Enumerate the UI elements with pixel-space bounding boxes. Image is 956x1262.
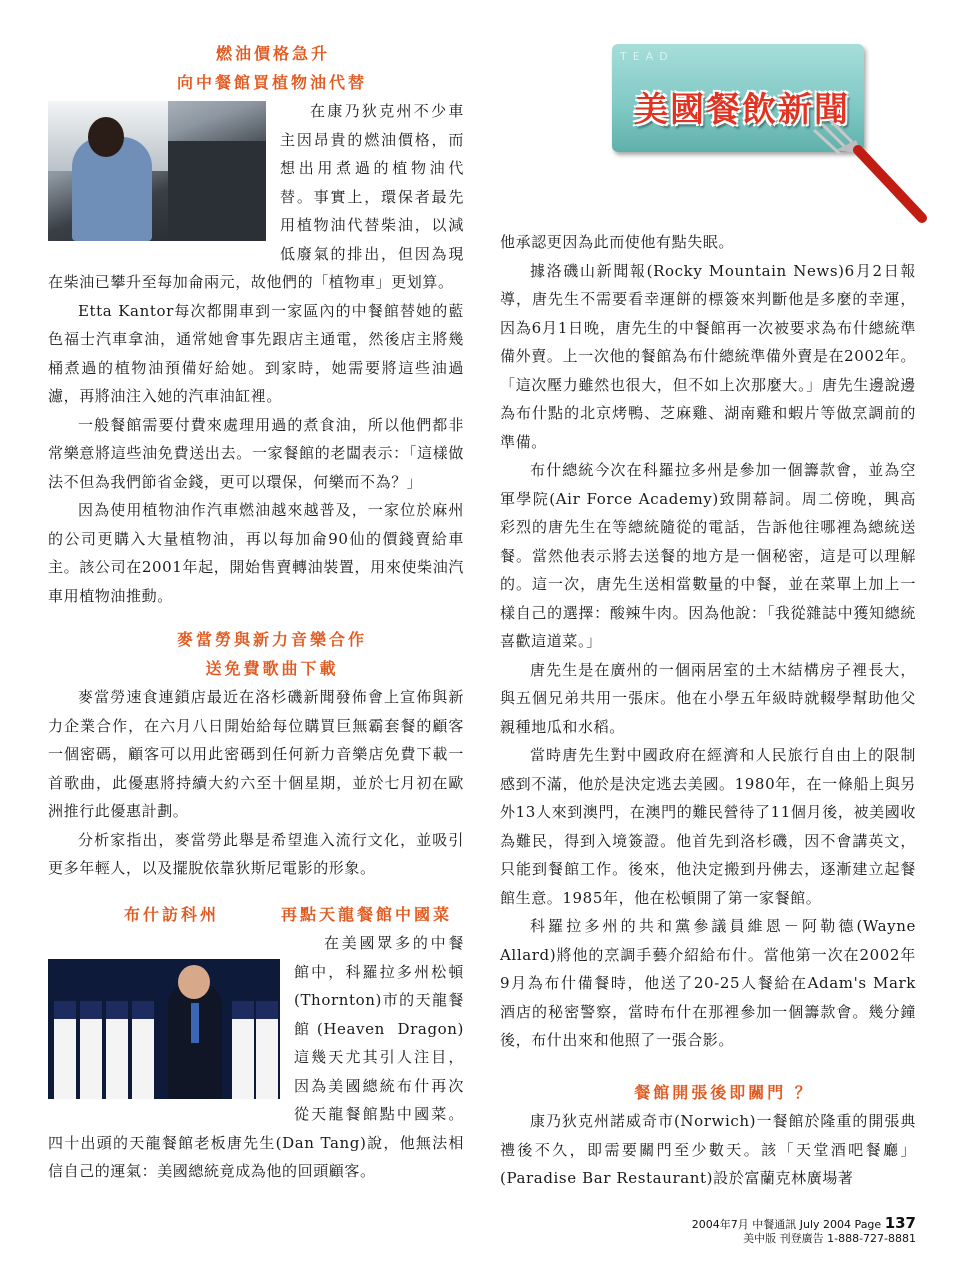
article-bush-p1: 在美國眾多的中餐館中，科羅拉多州松頓(Thornton)市的天龍餐館(Heaven Dragon)這幾天尤其引人注目，因為美國總統布什再次從天龍餐館點中國菜。四十出頭的天龍餐館老板唐先生(Dan Tang)說，他無法相信自己的運氣：美國總統竟成為他的回頭顧客。: [48, 934, 464, 1180]
article-bush-cont-p4: 當時唐先生對中國政府在經濟和人民旅行自由上的限制感到不滿，他於是決定逃去美國。1980年，在一條船上與另外13人來到澳門，在澳門的難民營待了11個月後，被美國收為難民，得到入境簽證。他首先到洛杉磯，因不會講英文，只能到餐館工作。後來，他決定搬到丹佛去，逐漸建立起餐館生意。1985年，他在松頓開了第一家餐館。: [500, 746, 916, 907]
right-column: [500, 228, 916, 1193]
headline-mcdonalds-a: 麥當勞與新力音樂合作: [176, 630, 367, 649]
headline-bush: 布什訪科州 再點天龍餐館中國菜: [123, 904, 453, 924]
banner-title: 美國餐飲新聞: [634, 90, 850, 130]
page-number: 137: [884, 1214, 916, 1232]
footer-ad-line: 美中版 刊登廣告 1-888-727-8881: [743, 1232, 916, 1245]
article-fuel-p4: 因為使用植物油作汽車燃油越來越普及，一家位於麻州的公司更購入大量植物油，再以每加侖90仙的價錢賣給車主。該公司在2001年起，開始售賣轉油裝置，用來使柴油汽車用植物油推動。: [48, 501, 464, 605]
article-mcdonalds-p2: 分析家指出，麥當勞此舉是希望進入流行文化，並吸引更多年輕人，以及擺脫依靠狄斯尼電影的形象。: [48, 830, 464, 877]
article-fuel-p3: 一般餐館需要付費來處理用過的煮食油，所以他們都非常樂意將這些油免費送出去。一家餐館的老闆表示：「這樣做法不但為我們節省金錢，更可以環保，何樂而不為？」: [48, 415, 464, 491]
page-footer: [640, 1216, 916, 1246]
headline-mcdonalds-b: 送免費歌曲下載: [205, 658, 339, 678]
photo-president-with-cadets: [48, 959, 280, 1099]
article-bush-cont-p1: 據洛磯山新聞報(Rocky Mountain News)6月2日報導，唐先生不需要看幸運餅的標簽來判斷他是多麼的幸運，因為6月1日晚，唐先生的中餐館再一次被要求為布什總統準備外賣。上一次他的餐館為布什總統準備外賣是在2002年。「這次壓力雖然也很大，但不如上次那麼大。」唐先生邊說邊為布什點的北京烤鴨、芝麻雞、湖南雞和蝦片等做烹調前的準備。: [500, 261, 916, 451]
article-fuel-p2: Etta Kantor每次都開車到一家區內的中餐館替她的藍色福士汽車拿油，通常她會事先跟店主通電，然後店主將幾桶煮過的植物油預備好給她。到家時，她需要將這些油過濾，再將油注入她的汽車油缸裡。: [48, 301, 464, 405]
article-bush-cont-p5: 科羅拉多州的共和黨參議員維恩－阿勒德(Wayne Allard)將他的烹調手藝介紹給布什。當他第一次在2002年9月為布什備餐時，他送了20-25人餐給在Adam's Mark 酒店的秘密警察，當時布什在那裡參加一個籌款會。幾分鐘後，布什出來和他照了一張合影。: [500, 917, 916, 1049]
article-fuel-p1: 在康乃狄克州不少車主因昂貴的燃油價格，而想出用煮過的植物油代替。事實上，環保者最先用植物油代替柴油，以減低廢氣的排出，但因為現在柴油已攀升至每加侖兩元，故他們的「植物車」更划算。: [48, 102, 464, 291]
article-restaurant-closing-p1: 康乃狄克州諾威奇市(Norwich)一餐館於隆重的開張典禮後不久，即需要關門至少數天。該「天堂酒吧餐廳」(Paradise Bar Restaurant)設於富蘭克林廣場著: [500, 1112, 916, 1187]
article-bush-cont-p3: 唐先生是在廣州的一個兩居室的土木結構房子裡長大，與五個兄弟共用一張床。他在小學五年級時就輟學幫助他父親種地瓜和水稻。: [500, 660, 916, 736]
article-bush-cont-p0: 他承認更因為此而使他有點失眠。: [500, 233, 735, 251]
banner-strip-text: TEAD: [620, 50, 674, 63]
photo-woman-in-car: [48, 101, 266, 241]
footer-issue: 2004年7月 中餐通訊 July 2004 Page: [691, 1218, 882, 1231]
headline-fuel: 燃油價格急升向中餐館買植物油代替: [176, 44, 367, 92]
article-mcdonalds-p1: 麥當勞速食連鎖店最近在洛杉磯新聞發佈會上宣佈與新力企業合作，在六月八日開始給每位購買巨無霸套餐的顧客一個密碼，顧客可以用此密碼到任何新力音樂店免費下載一首歌曲，此優惠將持續大約六至十個星期，並於七月初在歐洲推行此優惠計劃。: [48, 688, 464, 820]
left-column: [48, 40, 464, 1186]
headline-restaurant-closing: 餐館開張後即關門 ？: [634, 1082, 814, 1102]
article-bush-cont-p2: 布什總統今次在科羅拉多州是參加一個籌款會，並為空軍學院(Air Force Academy)致開幕詞。周二傍晚，興高彩烈的唐先生在等總統隨從的電話，告訴他往哪裡為總統送餐。當然他表示將去送餐的地方是一個秘密，這是可以理解的。這一次，唐先生送相當數量的中餐，並在菜單上加上一樣自己的選擇：酸辣牛肉。因為他說：「我從雜誌中獲知總統喜歡這道菜。」: [500, 461, 916, 650]
fork-icon: [800, 120, 940, 230]
